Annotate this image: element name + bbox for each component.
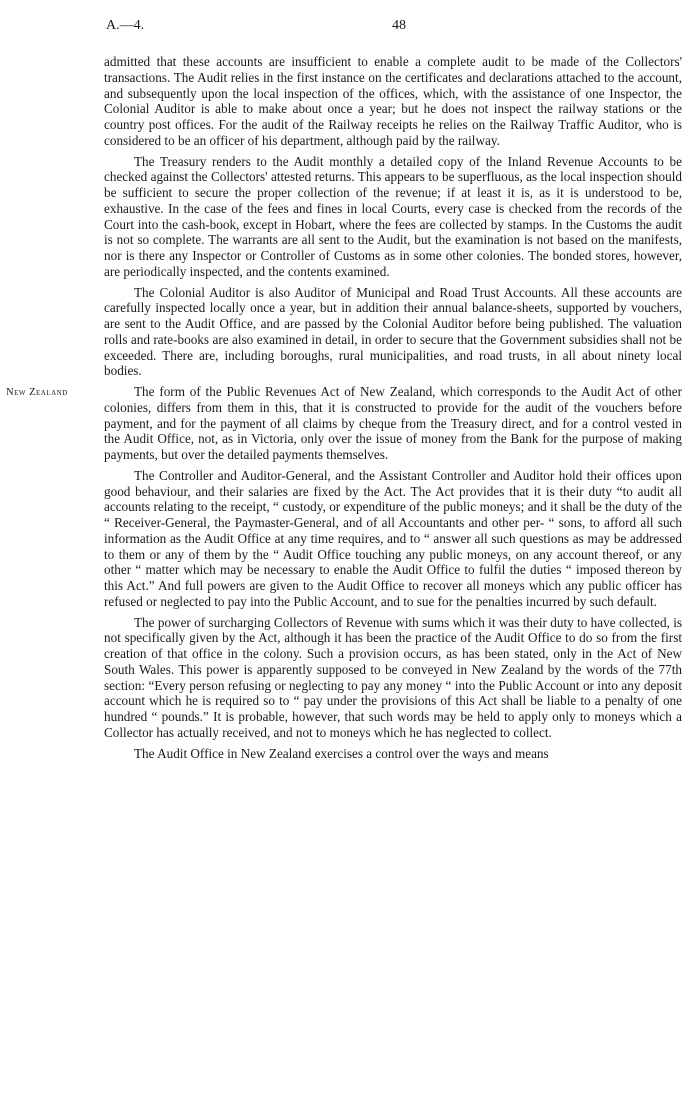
page-header <box>106 18 680 42</box>
paragraph-municipal-accounts: The Colonial Auditor is also Auditor of Municipal and Road Trust Accounts. All these accounts are carefully inspected locally once a year, but in addition their annual balance-sheets, supported by vouchers, are sent to the Audit Office, and are passed by the Colonial Auditor before being published. The valuation rolls and rate-books are also examined in detail, in order to secure that the Government subsidies shall not be exceeded. There are, including boroughs, rural municipalities, and road trusts, in all about ninety local bodies. <box>104 284 682 379</box>
paragraph-audit-reliance: admitted that these accounts are insufficient to enable a complete audit to be made of the Collectors' transactions. The Audit relies in the first instance on the certificates and declarations attached to the account, and subsequently upon the local inspection of the offices, which, with the assistance of one Inspector, the Colonial Auditor is able to make about once a year; but he does not inspect the railway stations or the country post offices. For the audit of the Railway receipts he relies on the Railway Traffic Auditor, who is considered to be an officer of his department, although paid by the railway. <box>104 54 682 148</box>
paragraph-controller-auditor: The Controller and Auditor-General, and the Assistant Controller and Auditor hold their offices upon good behaviour, and their salaries are fixed by the Act. The Act provides that it is their duty “to audit all accounts relating to the receipt, “ custody, or expenditure of the public moneys; and it shall be the duty of the “ Receiver-General, the Paymaster-General, and of all Accountants and other per- “ sons, to afford all such information as the Audit Office at any time requires, and to “ answer all such questions as may be addressed to them or any of them by the “ Audit Office touching any public moneys, on any account thereof, or any other “ matter which may be necessary to enable the Audit Office to fulfil the duties “ imposed thereon by this Act.” And full powers are given to the Audit Office to recover all moneys which any public officer has refused or neglected to pay into the Public Account, and to sue for the penalties incurred by such default. <box>104 467 682 609</box>
paragraph-surcharging-power: The power of surcharging Collectors of Revenue with sums which it was their duty to have collected, is not specifically given by the Act, although it has been the practice of the Audit Office to do so from the first creation of that office in the colony. Such a provision occurs, as has been stated, only in the Act of New South Wales. This power is apparently supposed to be conveyed in New Zealand by the words of the 77th section: “Every person refusing or neglecting to pay any money “ into the Public Account or into any deposit account which he is required so to “ pay under the provisions of this Act shall be liable to a penalty of one hundred “ pounds.” It is probable, however, that such words may be held to apply only to moneys which a Collector has actually received, and not to moneys which he has neglected to collect. <box>104 614 682 740</box>
margin-note-new-zealand: New Zealand <box>6 387 68 398</box>
paragraph-new-zealand-act <box>6 384 682 463</box>
paragraph-new-zealand-text: The form of the Public Revenues Act of New Zealand, which corresponds to the Audit Act of other colonies, differs from them in this, that it is constructed to provide for the audit of the vouchers before payment, and for the payment of all claims by cheque from the Treasury direct, and for a control vested in the Audit Office, not, as in Victoria, only over the issue of money from the Bank for the purpose of making payments, but over the detailed payments themselves. <box>104 384 682 462</box>
page-number: 48 <box>392 18 406 33</box>
paragraph-treasury-renders: The Treasury renders to the Audit monthly a detailed copy of the Inland Revenue Accounts to be checked against the Collectors' attested returns. This appears to be superfluous, as the local inspection should be sufficient to secure the proper collection of the revenue; if at least it is, as it is understood to be, exhaustive. In the case of the fees and fines in local Courts, every case is checked from the records of the Court into the cash-book, except in Hobart, where the fees are collected by stamps. In the Customs the audit is not so complete. The warrants are all sent to the Audit, but the examination is not based on the manifests, nor is there any Inspector or Controller of Customs as in some other colonies. The bonded stores, however, are periodically inspected, and the contents examined. <box>104 153 682 279</box>
document-reference: A.—4. <box>106 18 145 33</box>
body-text <box>6 54 682 766</box>
paragraph-ways-and-means: The Audit Office in New Zealand exercises a control over the ways and means <box>134 745 549 761</box>
